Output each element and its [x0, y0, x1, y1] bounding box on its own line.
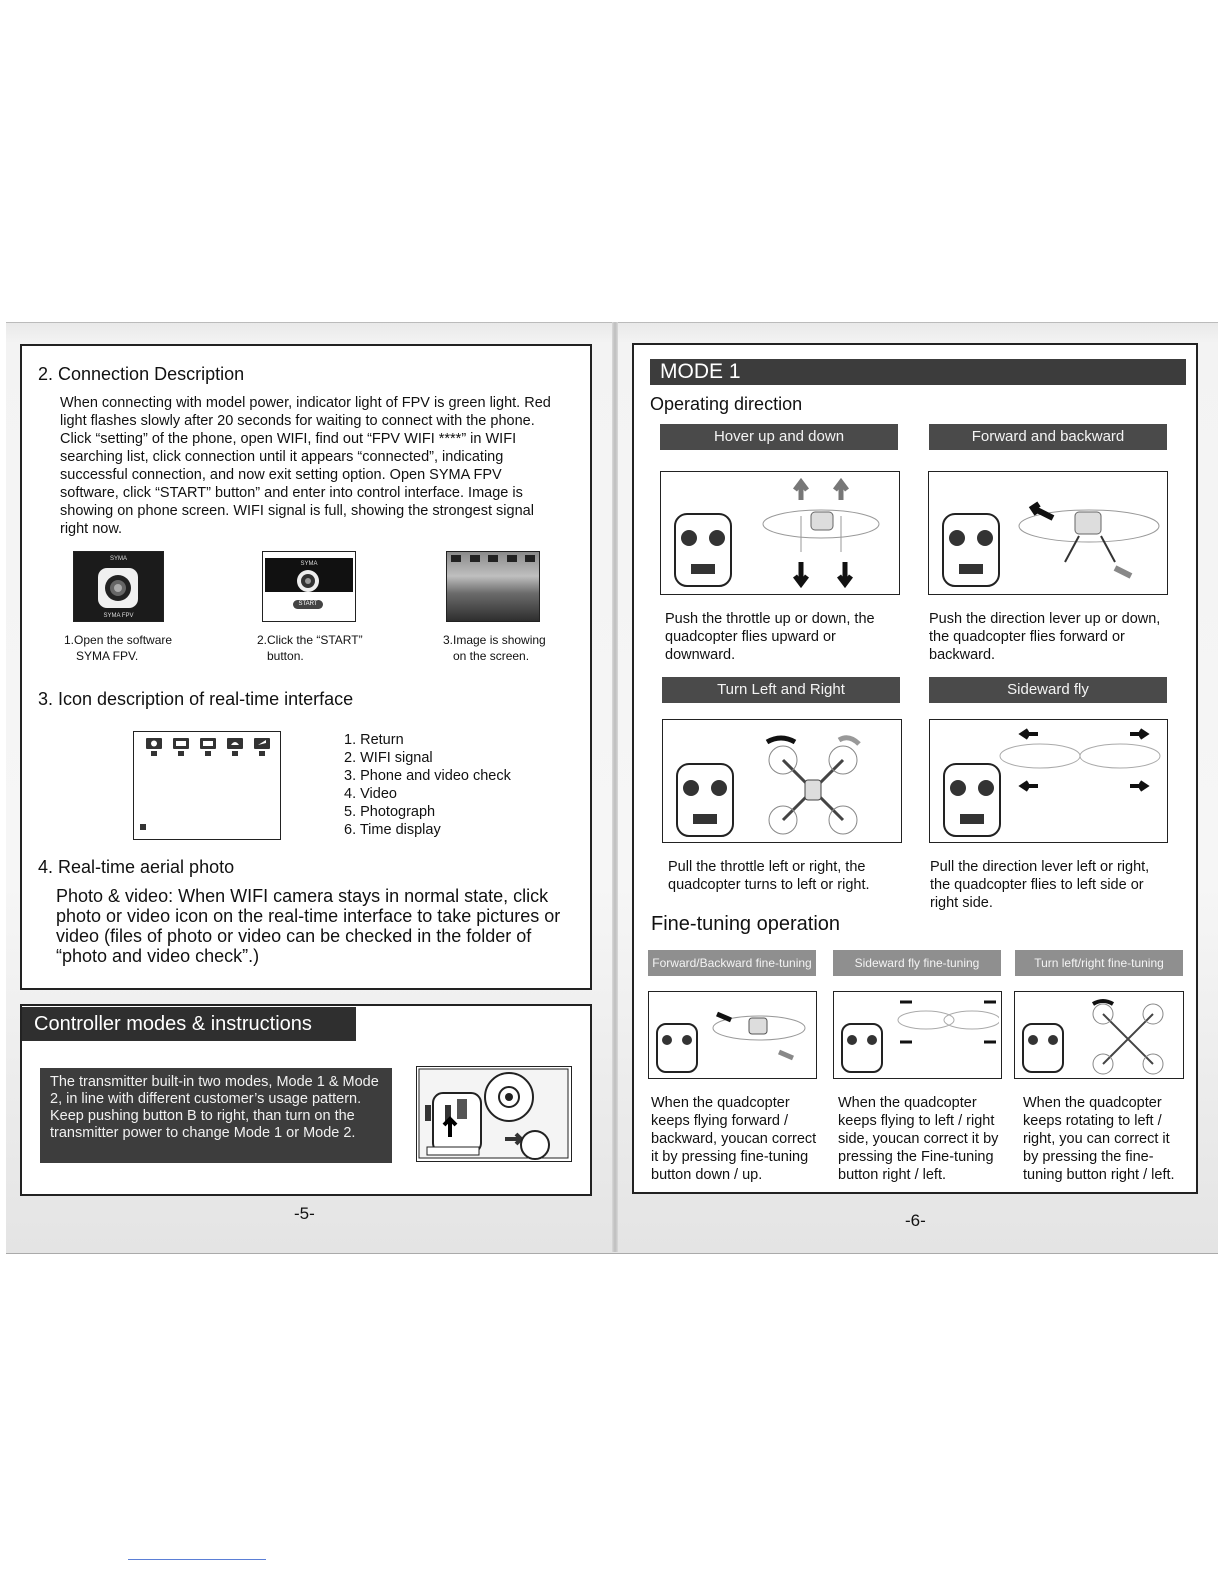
step2-caption [257, 632, 387, 664]
interface-icons [134, 732, 280, 839]
fine-forward-label: Forward/Backward fine-tuning [648, 950, 816, 976]
toolbar-icon [470, 555, 480, 562]
toolbar-icon [525, 555, 535, 562]
legend-item: 2. WIFI signal [344, 750, 433, 766]
step3-toolbar [451, 555, 535, 562]
legend-item: 5. Photograph [344, 804, 436, 820]
connection-heading: 2. Connection Description [38, 364, 245, 384]
step2-start-button[interactable]: START [293, 600, 323, 609]
page-fold [612, 322, 618, 1252]
step1-screen-label: SYMA FPV [103, 613, 134, 619]
quadcopter-icon [929, 472, 1165, 592]
op-turn-label: Turn Left and Right [662, 677, 900, 703]
quadcopter-icon [663, 720, 899, 840]
op-forward-illustration [928, 471, 1168, 595]
aerial-heading: 4. Real-time aerial photo [38, 857, 235, 877]
connection-body: When connecting with model power, indicator light of FPV is green light. Red light flashes slowly after 20 seconds for waiting to connect with the phone. Click “setting” of the phone, open WIFI, find out “FPV WIFI ****” in WIFI searching list, click connection until it appears “connected”, indicating successful connection, and now exit setting option. Open SYMA FPV software, click “START” button” and enter into control interface. Image is showing on phone screen. WIFI signal is full, showing the strongest signal right now. [60, 395, 551, 537]
step2-caption-line1: 2.Click the “START” [257, 633, 363, 647]
step1-caption-line2: SYMA FPV. [76, 649, 139, 663]
fine-turn-desc: When the quadcopter keeps rotating to left / right, you can correct it by pressing the fine-tuning button right / left. [1023, 1095, 1175, 1183]
controller-note: The transmitter built-in two modes, Mode 1 & Mode 2, in line with different customer’s usage pattern. Keep pushing button B to right, than turn on the transmitter power to change Mode 1 or Mode 2. [40, 1068, 392, 1163]
transmitter-icon [417, 1067, 570, 1160]
page-number-left: -5- [294, 1204, 315, 1223]
quadcopter-icon [930, 720, 1165, 840]
fine-sideward-label: Sideward fly fine-tuning [833, 950, 1001, 976]
legend-item: 3. Phone and video check [344, 768, 511, 784]
quadcopter-icon [1015, 992, 1181, 1076]
fine-sideward-desc: When the quadcopter keeps flying to left / right side, youcan correct it by pressing the Fine-tuning button right / left. [838, 1095, 999, 1183]
page-number-right: -6- [905, 1211, 926, 1230]
legend-item: 4. Video [344, 786, 397, 802]
icons-heading: 3. Icon description of real-time interface [38, 689, 354, 709]
icon-legend-list [344, 731, 511, 839]
step1-caption [64, 632, 194, 664]
fine-forward-illustration [648, 991, 817, 1079]
op-turn-desc: Pull the throttle left or right, the quadcopter turns to left or right. [668, 859, 870, 893]
controller-title: Controller modes & instructions [22, 1007, 356, 1041]
step2-caption-line2: button. [267, 649, 304, 663]
legend-item: 6. Time display [344, 822, 441, 838]
fine-turn-illustration [1014, 991, 1184, 1079]
fine-forward-desc: When the quadcopter keeps flying forward / backward, youcan correct it by pressing fine-tuning button down / up. [651, 1095, 817, 1183]
quadcopter-icon [661, 472, 897, 592]
camera-lens-icon [263, 566, 353, 596]
step3-caption [443, 632, 573, 664]
op-hover-desc: Push the throttle up or down, the quadcopter flies upward or downward. [665, 611, 875, 663]
op-sideward-desc: Pull the direction lever left or right, the quadcopter flies to left side or right side. [930, 859, 1150, 911]
quadcopter-icon [834, 992, 999, 1076]
fine-turn-label: Turn left/right fine-tuning [1015, 950, 1183, 976]
op-hover-label: Hover up and down [660, 424, 898, 450]
op-forward-desc: Push the direction lever up or down, the quadcopter flies forward or backward. [929, 611, 1161, 663]
step3-caption-line2: on the screen. [453, 649, 530, 663]
fine-sideward-illustration [833, 991, 1002, 1079]
transmitter-closeup [416, 1066, 572, 1162]
op-forward-label: Forward and backward [929, 424, 1167, 450]
mode-title-bar: MODE 1 [650, 359, 1186, 385]
op-sideward-illustration [929, 719, 1168, 843]
quadcopter-icon [649, 992, 814, 1076]
toolbar-icon [507, 555, 517, 562]
step1-screenshot [73, 551, 164, 622]
step3-screenshot [446, 551, 540, 622]
step1-caption-line1: 1.Open the software [64, 633, 173, 647]
operating-heading: Operating direction [650, 394, 803, 414]
toolbar-icon [451, 555, 461, 562]
interface-screen [133, 731, 281, 840]
step3-caption-line1: 3.Image is showing [443, 633, 546, 647]
legend-item: 1. Return [344, 732, 404, 748]
link-underline [128, 1559, 266, 1560]
toolbar-icon [488, 555, 498, 562]
step2-screen-brand: SYMA [300, 561, 318, 567]
op-turn-illustration [662, 719, 902, 843]
fine-tuning-heading: Fine-tuning operation [651, 913, 841, 935]
op-hover-illustration [660, 471, 900, 595]
op-sideward-label: Sideward fly [929, 677, 1167, 703]
camera-lens-icon [74, 564, 162, 614]
aerial-body: Photo & video: When WIFI camera stays in normal state, click photo or video icon on the real-time interface to take pictures or video (files of photo or video can be checked in the folder of “photo and video check”.) [56, 886, 561, 966]
step1-screen-brand: SYMA [109, 556, 127, 562]
step2-screenshot [262, 551, 356, 622]
